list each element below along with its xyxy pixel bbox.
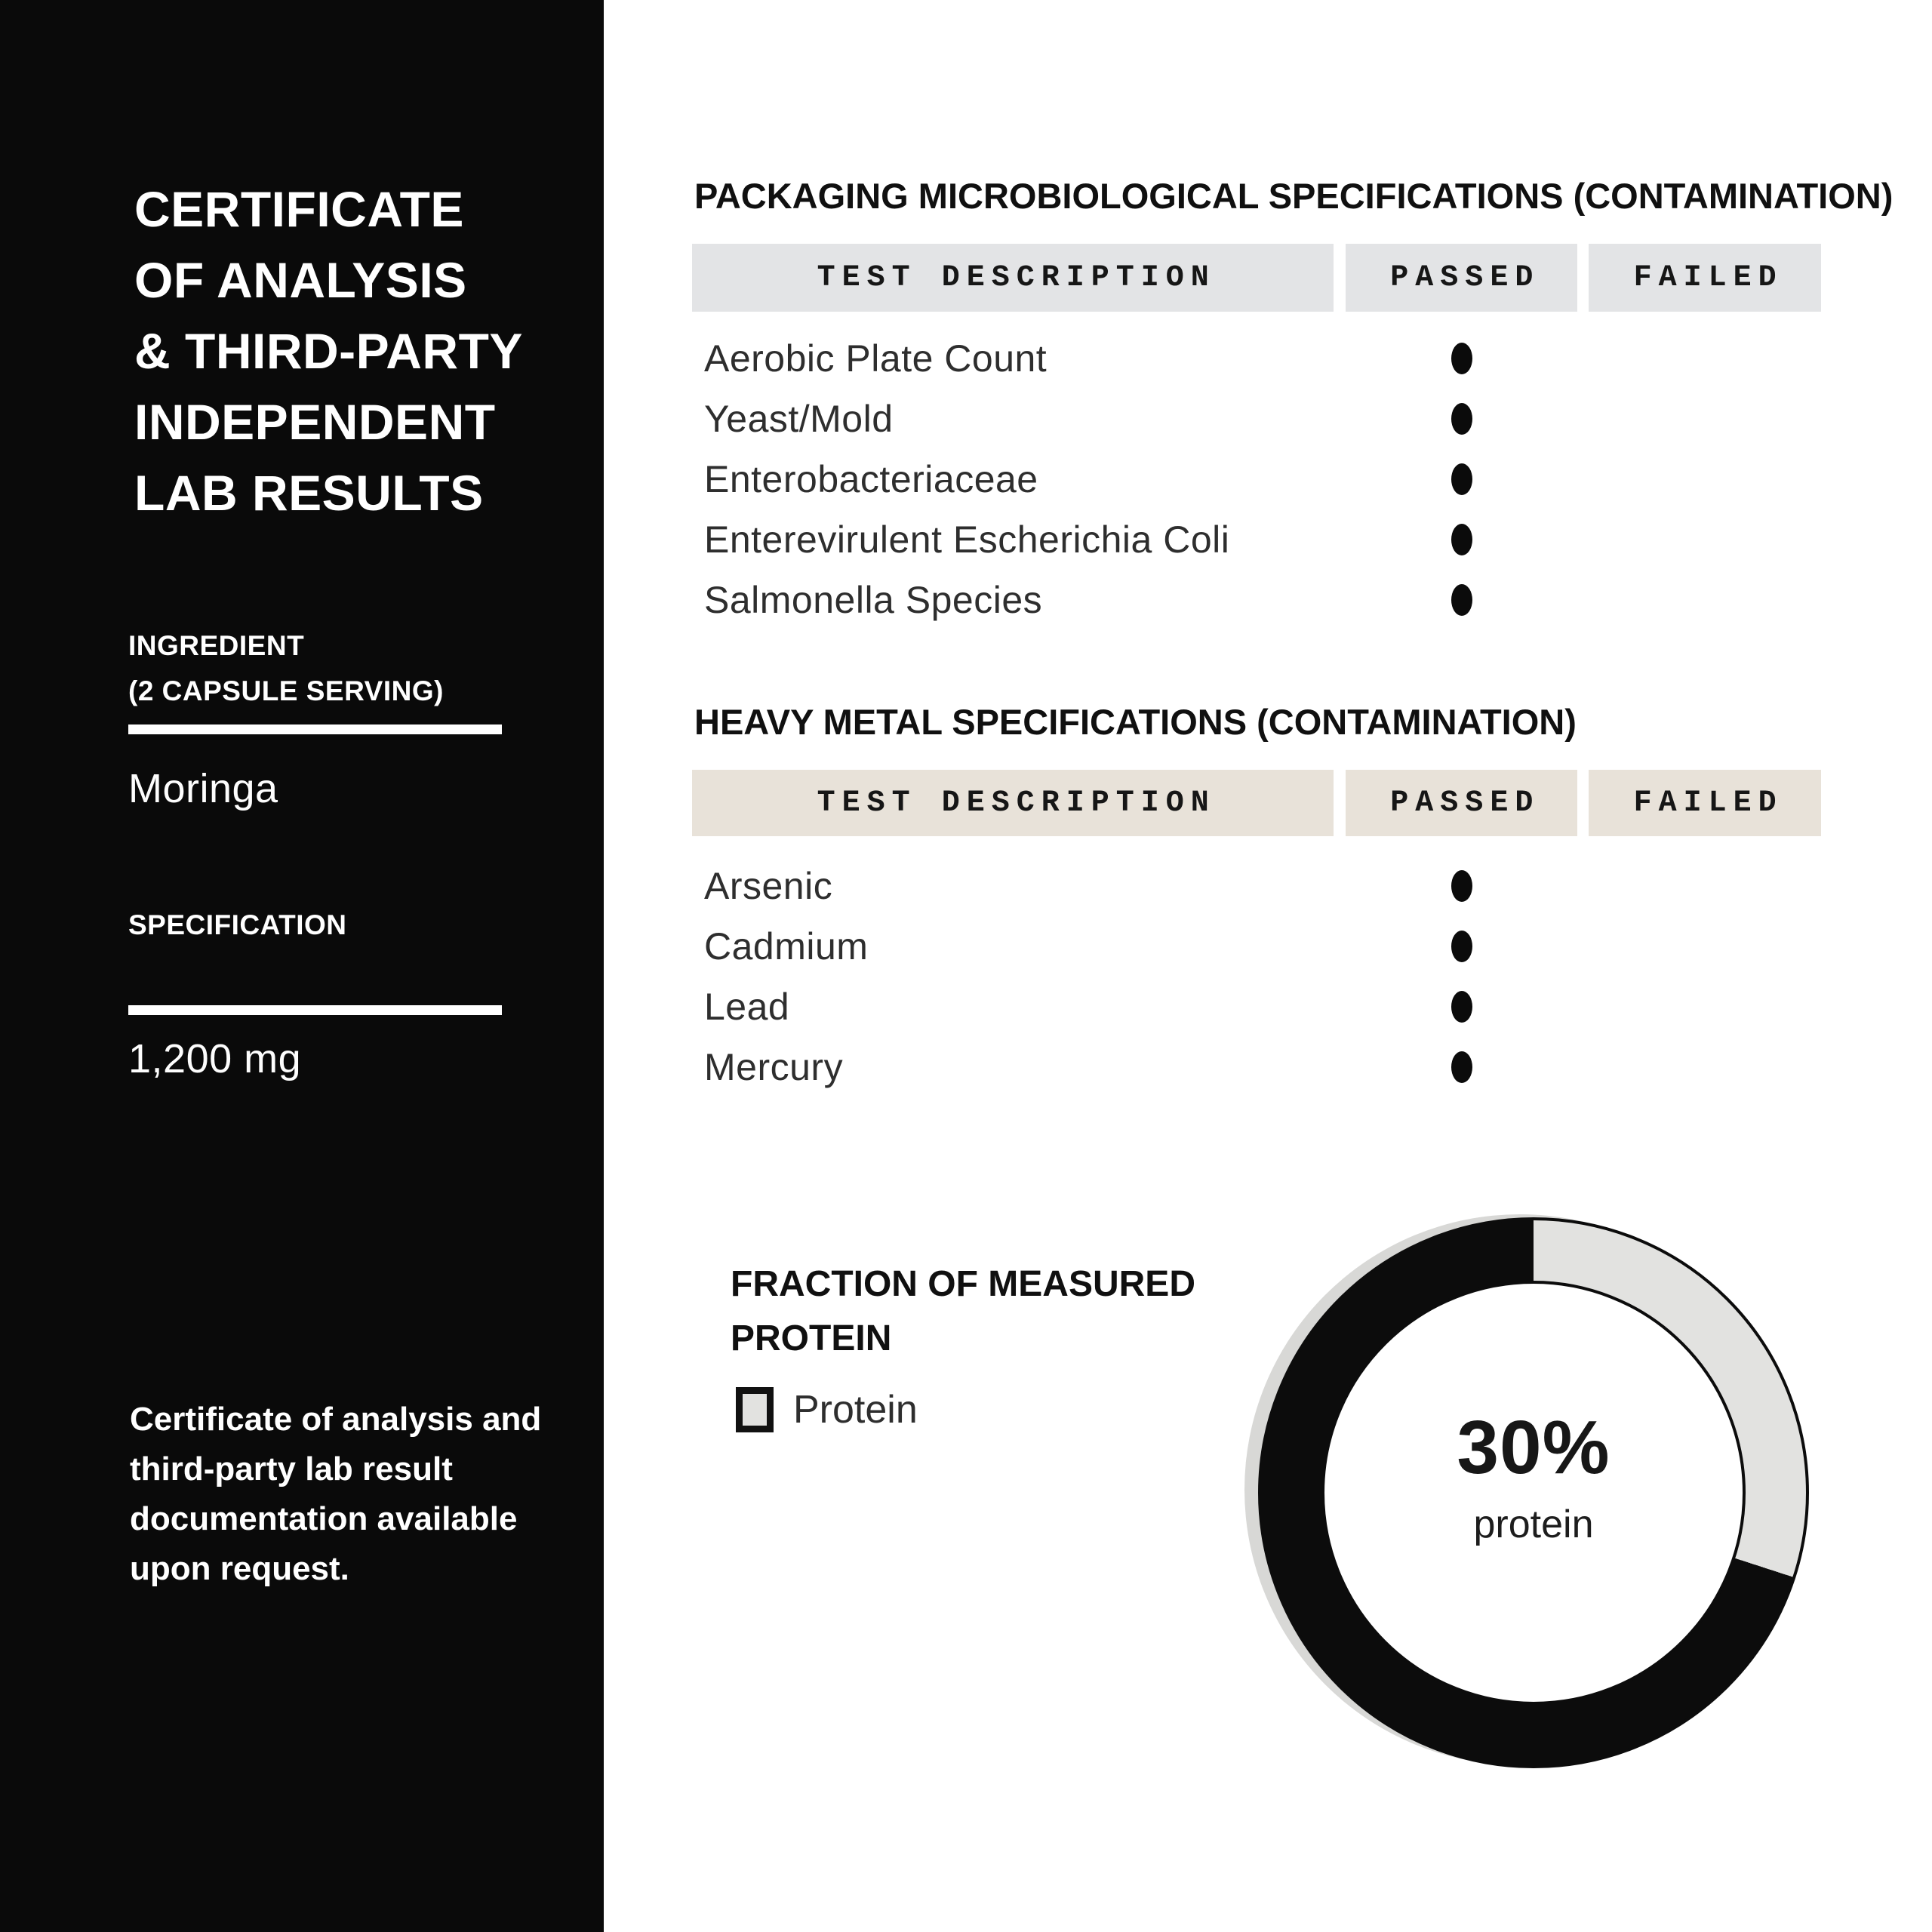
table1-col-failed: FAILED — [1589, 244, 1821, 312]
passed-cell — [1346, 403, 1577, 435]
passed-dot-icon — [1451, 343, 1472, 374]
sidebar-title — [134, 174, 523, 528]
passed-cell — [1346, 584, 1577, 616]
donut-hole — [1321, 1281, 1746, 1705]
table1-rows — [692, 328, 1821, 630]
ingredient-label-line2: (2 CAPSULE SERVING) — [128, 675, 444, 706]
sidebar-title-line: LAB RESULTS — [134, 465, 484, 521]
passed-dot-icon — [1451, 403, 1472, 435]
sidebar — [0, 0, 604, 1932]
test-description: Aerobic Plate Count — [704, 337, 1048, 380]
passed-cell — [1346, 524, 1577, 555]
passed-dot-icon — [1451, 931, 1472, 962]
table-row — [692, 977, 1821, 1037]
sidebar-title-line: OF ANALYSIS — [134, 252, 467, 308]
test-description: Mercury — [704, 1046, 844, 1088]
fraction-heading — [731, 1257, 1195, 1366]
passed-dot-icon — [1451, 870, 1472, 902]
test-description: Enterobacteriaceae — [704, 458, 1038, 500]
passed-cell — [1346, 463, 1577, 495]
table2-rows — [692, 856, 1821, 1097]
table-row — [692, 509, 1821, 570]
passed-dot-icon — [1451, 1051, 1472, 1083]
table-row — [692, 916, 1821, 977]
table1-col-passed: PASSED — [1346, 244, 1577, 312]
table2-col-failed: FAILED — [1589, 770, 1821, 836]
ingredient-label-line1: INGREDIENT — [128, 630, 305, 661]
table-row — [692, 328, 1821, 389]
table-row — [692, 856, 1821, 916]
sidebar-title-line: CERTIFICATE — [134, 181, 464, 237]
legend-swatch-icon — [736, 1387, 774, 1432]
test-description: Enterevirulent Escherichia Coli — [704, 518, 1230, 561]
fraction-heading-line2: PROTEIN — [731, 1318, 892, 1358]
passed-cell — [1346, 931, 1577, 962]
passed-cell — [1346, 1051, 1577, 1083]
table1-col-test-description: TEST DESCRIPTION — [692, 244, 1334, 312]
protein-donut-chart — [1258, 1217, 1809, 1768]
passed-dot-icon — [1451, 991, 1472, 1023]
passed-cell — [1346, 991, 1577, 1023]
divider-bar — [128, 1005, 502, 1015]
table1-header — [692, 244, 1821, 312]
ingredient-label — [128, 623, 444, 714]
passed-cell — [1346, 870, 1577, 902]
table-row — [692, 570, 1821, 630]
table2-col-test-description: TEST DESCRIPTION — [692, 770, 1334, 836]
test-description: Salmonella Species — [704, 579, 1043, 621]
sidebar-footnote: Certificate of analysis and third-party lab result documentation available upon request. — [130, 1401, 542, 1587]
test-description: Arsenic — [704, 865, 833, 907]
ingredient-value: Moringa — [128, 766, 278, 811]
table1-title: PACKAGING MICROBIOLOGICAL SPECIFICATIONS (CONTAMINATION) — [694, 176, 1894, 216]
passed-dot-icon — [1451, 463, 1472, 495]
sidebar-title-line: INDEPENDENT — [134, 394, 496, 450]
donut-sublabel: protein — [1473, 1502, 1594, 1546]
table2-col-passed: PASSED — [1346, 770, 1577, 836]
donut-percent-label: 30% — [1457, 1404, 1611, 1490]
test-description: Cadmium — [704, 925, 869, 968]
table-row — [692, 1037, 1821, 1097]
specification-label: SPECIFICATION — [128, 909, 347, 940]
table-row — [692, 449, 1821, 509]
sidebar-title-line: & THIRD-PARTY — [134, 323, 523, 379]
table2-title: HEAVY METAL SPECIFICATIONS (CONTAMINATION) — [694, 702, 1577, 742]
passed-cell — [1346, 343, 1577, 374]
fraction-heading-line1: FRACTION OF MEASURED — [731, 1264, 1195, 1304]
table2-header — [692, 770, 1821, 836]
test-description: Lead — [704, 986, 790, 1028]
legend-label: Protein — [793, 1388, 918, 1432]
protein-legend — [736, 1387, 918, 1432]
passed-dot-icon — [1451, 584, 1472, 616]
specification-value: 1,200 mg — [128, 1036, 302, 1081]
divider-bar — [128, 724, 502, 734]
passed-dot-icon — [1451, 524, 1472, 555]
table-row — [692, 389, 1821, 449]
test-description: Yeast/Mold — [704, 398, 894, 440]
